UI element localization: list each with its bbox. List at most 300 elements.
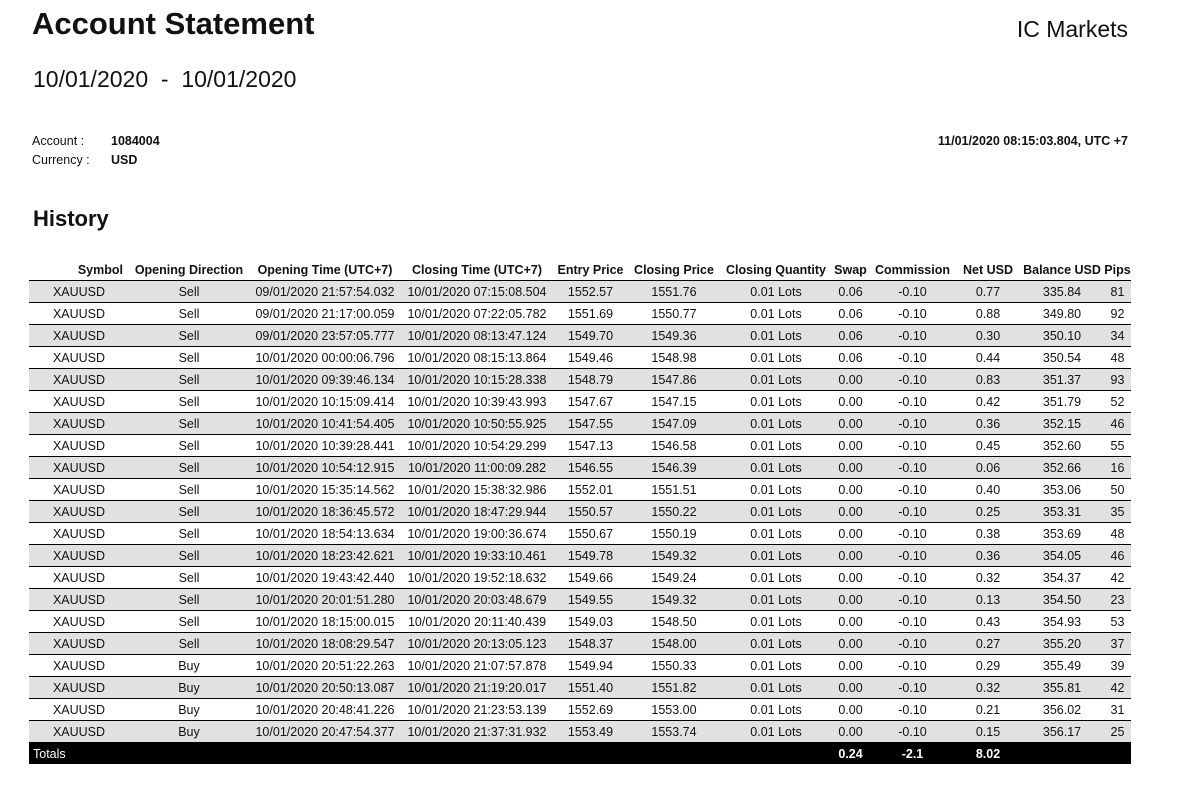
cell-closing-quantity: 0.01 Lots xyxy=(720,677,832,699)
totals-label: Totals xyxy=(29,743,832,765)
cell-opening-time: 10/01/2020 18:54:13.634 xyxy=(249,523,401,545)
cell-symbol: XAUUSD xyxy=(29,655,129,677)
cell-closing-price: 1546.39 xyxy=(628,457,720,479)
cell-closing-quantity: 0.01 Lots xyxy=(720,413,832,435)
cell-closing-time: 10/01/2020 19:33:10.461 xyxy=(401,545,553,567)
cell-commission: -0.10 xyxy=(869,589,956,611)
account-label: Account : xyxy=(32,134,85,148)
cell-balance-usd: 354.37 xyxy=(1020,567,1104,589)
cell-closing-time: 10/01/2020 11:00:09.282 xyxy=(401,457,553,479)
cell-entry-price: 1553.49 xyxy=(553,721,628,743)
cell-pips: 46 xyxy=(1104,545,1131,567)
table-row xyxy=(29,611,1131,633)
cell-direction: Sell xyxy=(129,325,249,347)
cell-symbol: XAUUSD xyxy=(29,479,129,501)
cell-entry-price: 1552.01 xyxy=(553,479,628,501)
cell-commission: -0.10 xyxy=(869,699,956,721)
cell-entry-price: 1549.03 xyxy=(553,611,628,633)
cell-commission: -0.10 xyxy=(869,677,956,699)
cell-balance-usd: 356.02 xyxy=(1020,699,1104,721)
cell-pips: 48 xyxy=(1104,523,1131,545)
cell-closing-time: 10/01/2020 20:03:48.679 xyxy=(401,589,553,611)
col-symbol: Symbol xyxy=(77,263,123,277)
cell-closing-time: 10/01/2020 10:15:28.338 xyxy=(401,369,553,391)
cell-net-usd: 0.42 xyxy=(956,391,1020,413)
col-net-usd: Net USD xyxy=(962,263,1013,277)
cell-net-usd: 0.32 xyxy=(956,567,1020,589)
cell-commission: -0.10 xyxy=(869,611,956,633)
cell-pips: 39 xyxy=(1104,655,1131,677)
table-row xyxy=(29,721,1131,743)
table-row xyxy=(29,391,1131,413)
cell-closing-time: 10/01/2020 08:15:13.864 xyxy=(401,347,553,369)
cell-symbol: XAUUSD xyxy=(29,391,129,413)
cell-net-usd: 0.83 xyxy=(956,369,1020,391)
cell-entry-price: 1547.55 xyxy=(553,413,628,435)
cell-net-usd: 0.13 xyxy=(956,589,1020,611)
cell-closing-price: 1549.32 xyxy=(628,545,720,567)
cell-pips: 81 xyxy=(1104,281,1131,303)
cell-pips: 35 xyxy=(1104,501,1131,523)
cell-balance-usd: 356.17 xyxy=(1020,721,1104,743)
cell-direction: Sell xyxy=(129,545,249,567)
col-entry-price: Entry Price xyxy=(557,263,624,277)
cell-swap: 0.06 xyxy=(832,325,869,347)
cell-closing-quantity: 0.01 Lots xyxy=(720,281,832,303)
totals-row xyxy=(29,743,1131,765)
cell-net-usd: 0.32 xyxy=(956,677,1020,699)
broker-name: IC Markets xyxy=(1016,16,1128,42)
cell-opening-time: 10/01/2020 20:50:13.087 xyxy=(249,677,401,699)
cell-swap: 0.00 xyxy=(832,677,869,699)
cell-commission: -0.10 xyxy=(869,413,956,435)
cell-swap: 0.00 xyxy=(832,369,869,391)
cell-opening-time: 10/01/2020 20:51:22.263 xyxy=(249,655,401,677)
cell-net-usd: 0.44 xyxy=(956,347,1020,369)
cell-symbol: XAUUSD xyxy=(29,589,129,611)
cell-net-usd: 0.36 xyxy=(956,545,1020,567)
cell-balance-usd: 352.60 xyxy=(1020,435,1104,457)
cell-closing-time: 10/01/2020 10:50:55.925 xyxy=(401,413,553,435)
cell-closing-time: 10/01/2020 08:13:47.124 xyxy=(401,325,553,347)
cell-closing-quantity: 0.01 Lots xyxy=(720,655,832,677)
cell-symbol: XAUUSD xyxy=(29,545,129,567)
history-heading: History xyxy=(33,206,109,231)
cell-balance-usd: 355.20 xyxy=(1020,633,1104,655)
cell-closing-quantity: 0.01 Lots xyxy=(720,611,832,633)
cell-closing-price: 1553.74 xyxy=(628,721,720,743)
cell-direction: Sell xyxy=(129,567,249,589)
cell-opening-time: 10/01/2020 18:15:00.015 xyxy=(249,611,401,633)
cell-opening-time: 10/01/2020 00:00:06.796 xyxy=(249,347,401,369)
cell-entry-price: 1549.46 xyxy=(553,347,628,369)
cell-closing-time: 10/01/2020 21:07:57.878 xyxy=(401,655,553,677)
cell-opening-time: 10/01/2020 10:41:54.405 xyxy=(249,413,401,435)
cell-closing-price: 1547.86 xyxy=(628,369,720,391)
table-row xyxy=(29,501,1131,523)
cell-swap: 0.00 xyxy=(832,699,869,721)
col-closing-price: Closing Price xyxy=(634,263,714,277)
cell-commission: -0.10 xyxy=(869,391,956,413)
cell-closing-time: 10/01/2020 19:52:18.632 xyxy=(401,567,553,589)
cell-symbol: XAUUSD xyxy=(29,523,129,545)
table-row xyxy=(29,655,1131,677)
history-table xyxy=(29,260,1131,764)
totals-net: 8.02 xyxy=(956,743,1020,765)
cell-closing-price: 1548.50 xyxy=(628,611,720,633)
cell-direction: Sell xyxy=(129,479,249,501)
cell-balance-usd: 352.66 xyxy=(1020,457,1104,479)
cell-net-usd: 0.25 xyxy=(956,501,1020,523)
table-row xyxy=(29,479,1131,501)
cell-commission: -0.10 xyxy=(869,721,956,743)
currency-label: Currency : xyxy=(32,153,90,167)
cell-net-usd: 0.30 xyxy=(956,325,1020,347)
cell-direction: Sell xyxy=(129,435,249,457)
cell-closing-price: 1550.77 xyxy=(628,303,720,325)
cell-symbol: XAUUSD xyxy=(29,633,129,655)
cell-balance-usd: 353.31 xyxy=(1020,501,1104,523)
cell-opening-time: 10/01/2020 20:47:54.377 xyxy=(249,721,401,743)
cell-swap: 0.00 xyxy=(832,435,869,457)
cell-swap: 0.00 xyxy=(832,391,869,413)
cell-commission: -0.10 xyxy=(869,655,956,677)
cell-swap: 0.00 xyxy=(832,479,869,501)
cell-closing-time: 10/01/2020 10:39:43.993 xyxy=(401,391,553,413)
generated-timestamp: 11/01/2020 08:15:03.804, UTC +7 xyxy=(937,134,1128,148)
cell-balance-usd: 355.81 xyxy=(1020,677,1104,699)
cell-symbol: XAUUSD xyxy=(29,677,129,699)
cell-balance-usd: 335.84 xyxy=(1020,281,1104,303)
cell-net-usd: 0.36 xyxy=(956,413,1020,435)
cell-direction: Buy xyxy=(129,655,249,677)
cell-swap: 0.00 xyxy=(832,633,869,655)
cell-swap: 0.00 xyxy=(832,589,869,611)
col-opening-time: Opening Time (UTC+7) xyxy=(257,263,393,277)
cell-closing-quantity: 0.01 Lots xyxy=(720,347,832,369)
cell-closing-quantity: 0.01 Lots xyxy=(720,545,832,567)
cell-closing-time: 10/01/2020 20:11:40.439 xyxy=(401,611,553,633)
cell-opening-time: 10/01/2020 20:48:41.226 xyxy=(249,699,401,721)
cell-closing-quantity: 0.01 Lots xyxy=(720,589,832,611)
cell-entry-price: 1550.57 xyxy=(553,501,628,523)
cell-direction: Buy xyxy=(129,699,249,721)
cell-direction: Sell xyxy=(129,611,249,633)
cell-swap: 0.00 xyxy=(832,523,869,545)
cell-closing-time: 10/01/2020 19:00:36.674 xyxy=(401,523,553,545)
cell-pips: 46 xyxy=(1104,413,1131,435)
table-row xyxy=(29,567,1131,589)
cell-entry-price: 1552.57 xyxy=(553,281,628,303)
account-row xyxy=(32,132,160,151)
cell-opening-time: 10/01/2020 19:43:42.440 xyxy=(249,567,401,589)
cell-balance-usd: 349.80 xyxy=(1020,303,1104,325)
cell-swap: 0.00 xyxy=(832,567,869,589)
cell-net-usd: 0.27 xyxy=(956,633,1020,655)
cell-entry-price: 1549.70 xyxy=(553,325,628,347)
cell-closing-price: 1549.36 xyxy=(628,325,720,347)
account-value: 1084004 xyxy=(111,134,160,148)
cell-opening-time: 09/01/2020 21:57:54.032 xyxy=(249,281,401,303)
cell-commission: -0.10 xyxy=(869,523,956,545)
cell-closing-quantity: 0.01 Lots xyxy=(720,501,832,523)
col-pips: Pips xyxy=(1104,263,1131,277)
cell-pips: 16 xyxy=(1104,457,1131,479)
table-row xyxy=(29,589,1131,611)
cell-closing-quantity: 0.01 Lots xyxy=(720,369,832,391)
cell-commission: -0.10 xyxy=(869,369,956,391)
cell-balance-usd: 353.06 xyxy=(1020,479,1104,501)
table-row xyxy=(29,633,1131,655)
cell-entry-price: 1549.94 xyxy=(553,655,628,677)
cell-direction: Sell xyxy=(129,303,249,325)
cell-closing-price: 1548.98 xyxy=(628,347,720,369)
cell-direction: Sell xyxy=(129,413,249,435)
cell-commission: -0.10 xyxy=(869,479,956,501)
cell-pips: 25 xyxy=(1104,721,1131,743)
cell-closing-price: 1550.33 xyxy=(628,655,720,677)
cell-closing-time: 10/01/2020 21:23:53.139 xyxy=(401,699,553,721)
cell-opening-time: 10/01/2020 15:35:14.562 xyxy=(249,479,401,501)
cell-closing-price: 1548.00 xyxy=(628,633,720,655)
cell-closing-quantity: 0.01 Lots xyxy=(720,699,832,721)
cell-balance-usd: 350.54 xyxy=(1020,347,1104,369)
cell-pips: 92 xyxy=(1104,303,1131,325)
cell-commission: -0.10 xyxy=(869,281,956,303)
cell-balance-usd: 355.49 xyxy=(1020,655,1104,677)
cell-entry-price: 1549.66 xyxy=(553,567,628,589)
cell-symbol: XAUUSD xyxy=(29,699,129,721)
cell-closing-quantity: 0.01 Lots xyxy=(720,567,832,589)
table-row xyxy=(29,457,1131,479)
cell-net-usd: 0.40 xyxy=(956,479,1020,501)
cell-swap: 0.00 xyxy=(832,501,869,523)
cell-swap: 0.06 xyxy=(832,303,869,325)
cell-pips: 42 xyxy=(1104,677,1131,699)
cell-entry-price: 1549.78 xyxy=(553,545,628,567)
currency-row xyxy=(32,151,160,170)
cell-closing-quantity: 0.01 Lots xyxy=(720,325,832,347)
cell-opening-time: 09/01/2020 23:57:05.777 xyxy=(249,325,401,347)
cell-closing-time: 10/01/2020 21:19:20.017 xyxy=(401,677,553,699)
cell-swap: 0.00 xyxy=(832,545,869,567)
cell-closing-price: 1547.15 xyxy=(628,391,720,413)
cell-balance-usd: 354.93 xyxy=(1020,611,1104,633)
cell-pips: 31 xyxy=(1104,699,1131,721)
cell-symbol: XAUUSD xyxy=(29,281,129,303)
cell-entry-price: 1547.67 xyxy=(553,391,628,413)
col-commission: Commission xyxy=(874,263,950,277)
cell-net-usd: 0.15 xyxy=(956,721,1020,743)
cell-net-usd: 0.38 xyxy=(956,523,1020,545)
cell-entry-price: 1548.37 xyxy=(553,633,628,655)
cell-direction: Buy xyxy=(129,721,249,743)
cell-closing-price: 1551.51 xyxy=(628,479,720,501)
cell-closing-time: 10/01/2020 10:54:29.299 xyxy=(401,435,553,457)
cell-swap: 0.00 xyxy=(832,611,869,633)
cell-direction: Sell xyxy=(129,369,249,391)
cell-balance-usd: 352.15 xyxy=(1020,413,1104,435)
cell-commission: -0.10 xyxy=(869,501,956,523)
cell-closing-price: 1551.76 xyxy=(628,281,720,303)
cell-net-usd: 0.77 xyxy=(956,281,1020,303)
cell-net-usd: 0.29 xyxy=(956,655,1020,677)
cell-pips: 55 xyxy=(1104,435,1131,457)
cell-closing-time: 10/01/2020 21:37:31.932 xyxy=(401,721,553,743)
cell-entry-price: 1552.69 xyxy=(553,699,628,721)
cell-pips: 50 xyxy=(1104,479,1131,501)
cell-direction: Sell xyxy=(129,281,249,303)
cell-opening-time: 10/01/2020 09:39:46.134 xyxy=(249,369,401,391)
cell-symbol: XAUUSD xyxy=(29,611,129,633)
cell-closing-time: 10/01/2020 20:13:05.123 xyxy=(401,633,553,655)
cell-closing-time: 10/01/2020 07:22:05.782 xyxy=(401,303,553,325)
col-closing-quantity: Closing Quantity xyxy=(726,263,826,277)
cell-balance-usd: 354.50 xyxy=(1020,589,1104,611)
table-row xyxy=(29,325,1131,347)
table-row xyxy=(29,413,1131,435)
cell-pips: 93 xyxy=(1104,369,1131,391)
cell-closing-quantity: 0.01 Lots xyxy=(720,457,832,479)
cell-closing-price: 1549.32 xyxy=(628,589,720,611)
cell-entry-price: 1551.69 xyxy=(553,303,628,325)
cell-entry-price: 1546.55 xyxy=(553,457,628,479)
cell-net-usd: 0.43 xyxy=(956,611,1020,633)
cell-opening-time: 10/01/2020 20:01:51.280 xyxy=(249,589,401,611)
table-row xyxy=(29,281,1131,303)
table-row xyxy=(29,545,1131,567)
table-row xyxy=(29,303,1131,325)
table-row xyxy=(29,523,1131,545)
cell-closing-price: 1546.58 xyxy=(628,435,720,457)
table-row xyxy=(29,347,1131,369)
cell-direction: Sell xyxy=(129,633,249,655)
cell-commission: -0.10 xyxy=(869,435,956,457)
cell-opening-time: 10/01/2020 18:23:42.621 xyxy=(249,545,401,567)
cell-entry-price: 1550.67 xyxy=(553,523,628,545)
cell-commission: -0.10 xyxy=(869,347,956,369)
cell-entry-price: 1549.55 xyxy=(553,589,628,611)
cell-symbol: XAUUSD xyxy=(29,435,129,457)
col-balance-usd: Balance USD xyxy=(1023,263,1101,277)
cell-symbol: XAUUSD xyxy=(29,721,129,743)
cell-direction: Sell xyxy=(129,347,249,369)
cell-swap: 0.06 xyxy=(832,281,869,303)
totals-swap: 0.24 xyxy=(832,743,869,765)
cell-balance-usd: 351.79 xyxy=(1020,391,1104,413)
cell-closing-quantity: 0.01 Lots xyxy=(720,633,832,655)
cell-commission: -0.10 xyxy=(869,633,956,655)
cell-pips: 23 xyxy=(1104,589,1131,611)
table-row xyxy=(29,699,1131,721)
cell-direction: Sell xyxy=(129,457,249,479)
cell-closing-time: 10/01/2020 15:38:32.986 xyxy=(401,479,553,501)
cell-direction: Sell xyxy=(129,589,249,611)
cell-swap: 0.00 xyxy=(832,655,869,677)
cell-entry-price: 1551.40 xyxy=(553,677,628,699)
cell-closing-price: 1551.82 xyxy=(628,677,720,699)
cell-direction: Buy xyxy=(129,677,249,699)
cell-closing-quantity: 0.01 Lots xyxy=(720,523,832,545)
table-row xyxy=(29,435,1131,457)
col-swap: Swap xyxy=(834,263,867,277)
cell-balance-usd: 353.69 xyxy=(1020,523,1104,545)
cell-balance-usd: 354.05 xyxy=(1020,545,1104,567)
cell-opening-time: 10/01/2020 18:36:45.572 xyxy=(249,501,401,523)
cell-opening-time: 10/01/2020 18:08:29.547 xyxy=(249,633,401,655)
totals-empty xyxy=(1104,743,1131,765)
cell-direction: Sell xyxy=(129,501,249,523)
cell-opening-time: 10/01/2020 10:54:12.915 xyxy=(249,457,401,479)
cell-symbol: XAUUSD xyxy=(29,501,129,523)
cell-commission: -0.10 xyxy=(869,325,956,347)
cell-commission: -0.10 xyxy=(869,457,956,479)
cell-net-usd: 0.88 xyxy=(956,303,1020,325)
cell-net-usd: 0.45 xyxy=(956,435,1020,457)
cell-symbol: XAUUSD xyxy=(29,303,129,325)
cell-symbol: XAUUSD xyxy=(29,325,129,347)
cell-balance-usd: 350.10 xyxy=(1020,325,1104,347)
cell-direction: Sell xyxy=(129,391,249,413)
cell-closing-quantity: 0.01 Lots xyxy=(720,391,832,413)
cell-entry-price: 1548.79 xyxy=(553,369,628,391)
cell-closing-price: 1553.00 xyxy=(628,699,720,721)
cell-closing-price: 1549.24 xyxy=(628,567,720,589)
cell-closing-quantity: 0.01 Lots xyxy=(720,721,832,743)
cell-net-usd: 0.21 xyxy=(956,699,1020,721)
cell-closing-quantity: 0.01 Lots xyxy=(720,479,832,501)
cell-opening-time: 10/01/2020 10:39:28.441 xyxy=(249,435,401,457)
cell-symbol: XAUUSD xyxy=(29,567,129,589)
account-info xyxy=(32,132,160,170)
cell-balance-usd: 351.37 xyxy=(1020,369,1104,391)
cell-direction: Sell xyxy=(129,523,249,545)
currency-value: USD xyxy=(111,153,138,167)
cell-closing-price: 1550.19 xyxy=(628,523,720,545)
cell-pips: 34 xyxy=(1104,325,1131,347)
cell-net-usd: 0.06 xyxy=(956,457,1020,479)
cell-swap: 0.00 xyxy=(832,413,869,435)
cell-pips: 53 xyxy=(1104,611,1131,633)
table-row xyxy=(29,677,1131,699)
col-closing-time: Closing Time (UTC+7) xyxy=(412,263,542,277)
cell-symbol: XAUUSD xyxy=(29,413,129,435)
cell-commission: -0.10 xyxy=(869,303,956,325)
cell-closing-quantity: 0.01 Lots xyxy=(720,303,832,325)
table-row xyxy=(29,369,1131,391)
page-title: Account Statement xyxy=(32,6,315,41)
cell-closing-time: 10/01/2020 07:15:08.504 xyxy=(401,281,553,303)
cell-symbol: XAUUSD xyxy=(29,369,129,391)
cell-entry-price: 1547.13 xyxy=(553,435,628,457)
totals-commission: -2.1 xyxy=(869,743,956,765)
col-opening-direction: Opening Direction xyxy=(134,263,244,277)
cell-closing-price: 1550.22 xyxy=(628,501,720,523)
cell-closing-quantity: 0.01 Lots xyxy=(720,435,832,457)
cell-opening-time: 10/01/2020 10:15:09.414 xyxy=(249,391,401,413)
cell-closing-time: 10/01/2020 18:47:29.944 xyxy=(401,501,553,523)
cell-opening-time: 09/01/2020 21:17:00.059 xyxy=(249,303,401,325)
cell-swap: 0.00 xyxy=(832,457,869,479)
cell-pips: 37 xyxy=(1104,633,1131,655)
cell-closing-price: 1547.09 xyxy=(628,413,720,435)
table-header-row xyxy=(29,260,1131,281)
cell-pips: 52 xyxy=(1104,391,1131,413)
cell-symbol: XAUUSD xyxy=(29,347,129,369)
cell-swap: 0.06 xyxy=(832,347,869,369)
cell-symbol: XAUUSD xyxy=(29,457,129,479)
cell-commission: -0.10 xyxy=(869,545,956,567)
